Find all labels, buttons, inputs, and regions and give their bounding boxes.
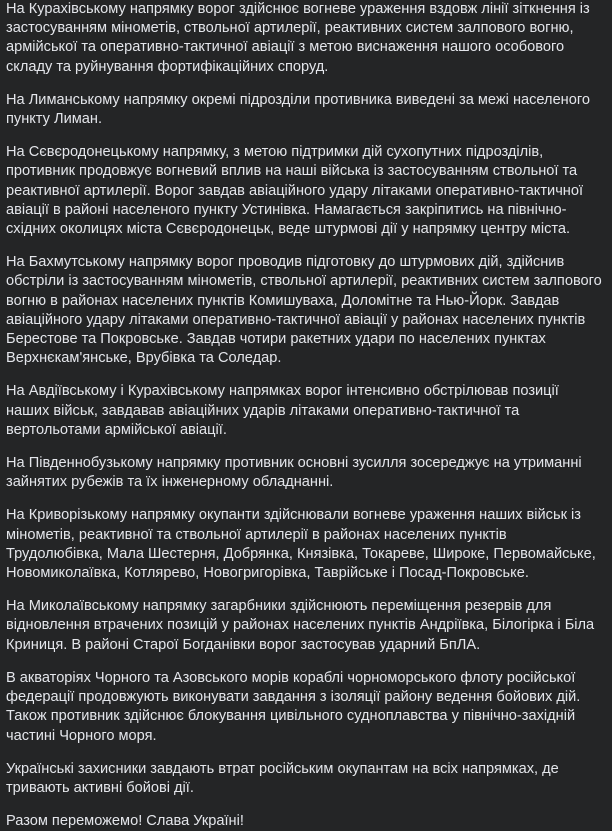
post-closing-text: Разом переможемо! Слава Україні! [6, 813, 244, 830]
post-paragraph-5: На Авдіївському і Курахівському напрямках ворог інтенсивно обстрілював позиції наших військ, завдавав авіаційних ударів літаками оперативно-тактичної та вертольотами армійської авіації. [6, 383, 559, 438]
post-paragraph-1: На Курахівському напрямку ворог здійснює вогневе ураження вздовж лінії зіткнення із застосуванням мінометів, ствольної артилерії, реактивних систем залпового вогню, армійської та оперативно-тактичної авіації з метою виснаження нашого особового складу та руйнування фортифікаційних споруд. [6, 1, 590, 75]
post-paragraph-10: Українські захисники завдають втрат російським окупантам на всіх напрямках, де тривають активні бойові дії. [6, 760, 559, 796]
post-paragraph-8: На Миколаївському напрямку загарбники здійснюють переміщення резервів для відновлення втрачених позицій у районах населених пунктів Андріївка, Білогірка і Біла Криниця. В районі Старої Богданівки ворог застосував ударний БпЛА. [6, 598, 595, 653]
ukraine-flag-icon [250, 814, 266, 826]
post-paragraph-9: В акваторіях Чорного та Азовського морів кораблі чорноморського флоту російської федерації продовжують виконувати завдання з ізоляції району ведення бойових дій. Також противник здійснює блокування цивільного судноплавства у північно-західній частині Чорного моря. [6, 669, 581, 744]
post-paragraph-4: На Бахмутському напрямку ворог проводив підготовку до штурмових дій, здійснив обстріли із застосуванням мінометів, ствольної артилерії, реактивних систем залпового вогню в районах населених пунктів Комишуваха, Доломітне та Нью-Йорк. Завдав авіаційного удару літаками оперативно-тактичної авіації у районах населених пунктів Берестове та Покровське. Завдав чотири ракетних удари по населених пунктах Верхнєкам'янське, Врубівка та Соледар. [6, 254, 602, 367]
post-closing-line [6, 812, 606, 831]
post-paragraph-3: На Сєвєродонецькому напрямку, з метою підтримки дій сухопутних підрозділів, противник продовжує вогневий вплив на наші війська із застосуванням ствольної та реактивної артилерії. Ворог завдав авіаційного удару літаками оперативно-тактичної авіації в районі населеного пункту Устинівка. Намагається закріпитись на північно-східних околицях міста Сєвєродонецьк, веде штурмові дії у напрямку центру міста. [6, 144, 584, 238]
post-paragraph-2: На Лиманському напрямку окремі підрозділи противника виведені за межі населеного пункту Лиман. [6, 91, 590, 128]
post-paragraph-6: На Південнобузькому напрямку противник основні зусилля зосереджує на утриманні зайнятих рубежів та їх інженерному обладнанні. [6, 455, 582, 491]
post-paragraph-7: На Криворізькому напрямку окупанти здійснювали вогневе ураження наших військ із мінометів, реактивної та ствольної артилерії в районах населених пунктів Трудолюбівка, Мала Шестерня, Добрянка, Князівка, Токареве, Широке, Первомайське, Новомиколаївка, Котлярево, Новогригорівка, Таврійське і Посад-Покровське. [6, 507, 596, 582]
